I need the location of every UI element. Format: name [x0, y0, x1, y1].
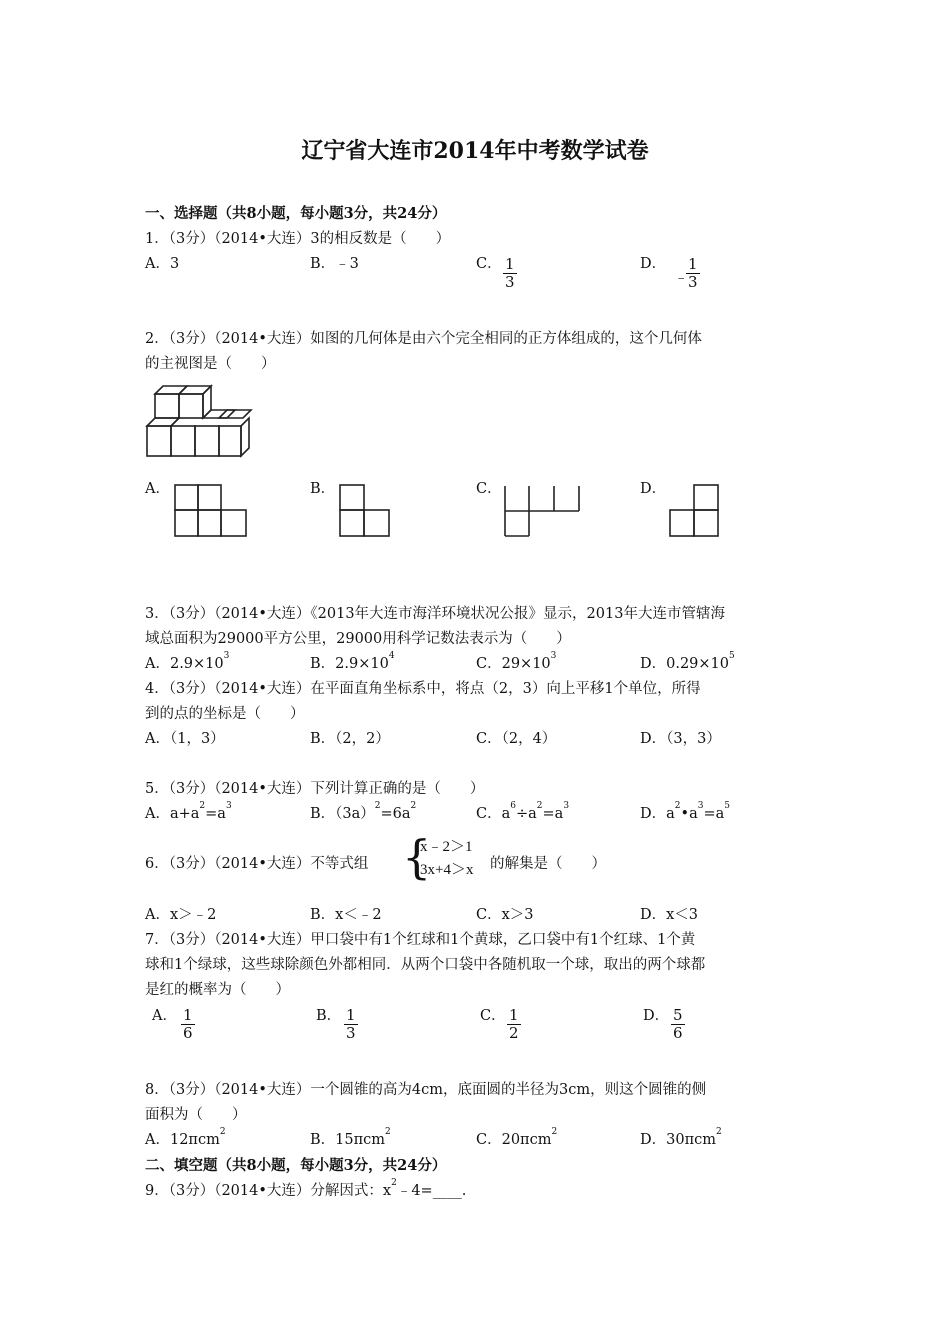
question-7-stem-line2: 球和1个绿球，这些球除颜色外都相同．从两个口袋中各随机取一个球，取出的两个球都 — [145, 957, 706, 973]
q8-option-d — [640, 1128, 722, 1149]
q1-option-d-fraction — [686, 256, 700, 291]
fraction-denominator: 3 — [505, 273, 515, 291]
question-3-stem-line2: 域总面积为29000平方公里，29000用科学记数法表示为（ ） — [145, 631, 571, 647]
question-1-stem: 1．（3分）（2014•大连）3的相反数是（ ） — [145, 231, 451, 247]
inequality-2: 3x+4＞x — [420, 862, 474, 878]
question-9-stem — [145, 1179, 466, 1200]
q4-option-a: A．（1，3） — [145, 731, 225, 747]
fraction-numerator: 1 — [183, 1006, 193, 1024]
q1-option-c-label: C． — [476, 256, 502, 272]
fraction-numerator: 5 — [673, 1006, 683, 1024]
inequality-1: x﹣2＞1 — [420, 839, 473, 855]
q7-option-d-label: D． — [643, 1008, 670, 1024]
q7-option-c-fraction — [507, 1007, 521, 1042]
fraction-denominator: 3 — [346, 1024, 356, 1042]
cube-solid-figure — [143, 380, 253, 464]
q6-option-b: B．x＜﹣2 — [310, 907, 382, 923]
question-3-stem-line1: 3．（3分）（2014•大连）《2013年大连市海洋环境状况公报》显示，2013年大连市管辖海 — [145, 606, 725, 622]
q5-option-d — [640, 802, 730, 823]
q2-option-d-label: D． — [640, 481, 667, 497]
exponent: 2 — [219, 1127, 226, 1137]
section-heading-choice: 一、选择题（共8小题，每小题3分，共24分） — [145, 205, 447, 222]
question-6-stem-suffix: 的解集是（ ） — [490, 856, 606, 872]
question-text-blank: ﹣4=____. — [396, 1183, 467, 1199]
q6-option-d: D．x＜3 — [640, 907, 699, 923]
exponent: 2 — [674, 801, 681, 811]
exponent: 2 — [410, 801, 417, 811]
option-text: A．12πcm — [145, 1132, 220, 1148]
q3-option-b — [310, 652, 395, 673]
q2-option-d-view — [669, 484, 721, 538]
q2-option-a-view — [174, 484, 248, 538]
q7-option-a-fraction — [181, 1007, 195, 1042]
exponent: 6 — [510, 801, 516, 811]
q1-option-c-fraction — [503, 256, 517, 291]
q7-option-d-fraction — [671, 1007, 685, 1042]
question-7-stem-line1: 7．（3分）（2014•大连）甲口袋中有1个红球和1个黄球，乙口袋中有1个红球、1个黄 — [145, 932, 696, 948]
option-text: B．2.9×10 — [310, 656, 389, 672]
exponent: 2 — [551, 1127, 558, 1137]
q7-option-a-label: A． — [152, 1008, 177, 1024]
question-8-stem-line2: 面积为（ ） — [145, 1107, 247, 1123]
exponent: 2 — [715, 1127, 722, 1137]
exponent: 2 — [391, 1178, 397, 1188]
page-title: 辽宁省大连市2014年中考数学试卷 — [301, 138, 649, 164]
q3-option-c — [476, 652, 556, 673]
q1-option-d-label: D． — [640, 256, 667, 272]
q2-option-a-label: A． — [145, 481, 170, 497]
option-text: D．30πcm — [640, 1132, 716, 1148]
q4-option-c: C．（2，4） — [476, 731, 557, 747]
exponent: 2 — [199, 801, 206, 811]
question-7-stem-line3: 是红的概率为（ ） — [145, 982, 290, 998]
option-text: B．（3a） — [310, 806, 375, 822]
exponent: 3 — [223, 651, 230, 661]
q1-option-a: A．3 — [145, 256, 180, 272]
q5-option-b — [310, 802, 416, 823]
q4-option-d: D．（3，3） — [640, 731, 721, 747]
q2-option-b-label: B． — [310, 481, 336, 497]
question-4-stem-line1: 4．（3分）（2014•大连）在平面直角坐标系中，将点（2，3）向上平移1个单位，所得 — [145, 681, 701, 697]
option-text: ÷a — [515, 806, 537, 822]
fraction-denominator: 3 — [688, 273, 698, 291]
exponent: 4 — [388, 651, 395, 661]
option-text: =a — [205, 806, 226, 822]
question-5-stem: 5．（3分）（2014•大连）下列计算正确的是（ ） — [145, 781, 485, 797]
q2-option-c-view — [503, 484, 583, 538]
question-6-stem-prefix: 6．（3分）（2014•大连）不等式组 — [145, 856, 369, 872]
q7-option-c-label: C． — [480, 1008, 506, 1024]
q7-option-b-fraction — [344, 1007, 358, 1042]
option-text: B．15πcm — [310, 1132, 386, 1148]
option-text: A．a+a — [145, 806, 200, 822]
q1-option-b: B．﹣3 — [310, 256, 359, 272]
option-text: A．2.9×10 — [145, 656, 224, 672]
q2-option-b-view — [339, 484, 391, 538]
option-text: C．29×10 — [476, 656, 551, 672]
q1-option-d-sign: ﹣ — [674, 270, 689, 286]
q8-option-c — [476, 1128, 557, 1149]
system-brace: { — [402, 830, 432, 884]
question-2-stem-line1: 2．（3分）（2014•大连）如图的几何体是由六个完全相同的正方体组成的，这个几何体 — [145, 331, 702, 347]
question-8-stem-line1: 8．（3分）（2014•大连）一个圆锥的高为4cm，底面圆的半径为3cm，则这个圆锥的侧 — [145, 1082, 707, 1098]
option-text: C．a — [476, 806, 511, 822]
q7-option-b-label: B． — [316, 1008, 342, 1024]
fraction-denominator: 6 — [183, 1024, 193, 1042]
q5-option-c — [476, 802, 569, 823]
option-text: =a — [703, 806, 725, 822]
q8-option-a — [145, 1128, 226, 1149]
q4-option-b: B．（2，2） — [310, 731, 390, 747]
fraction-denominator: 6 — [673, 1024, 683, 1042]
fraction-numerator: 1 — [509, 1006, 519, 1024]
section-heading-fill-in: 二、填空题（共8小题，每小题3分，共24分） — [145, 1157, 447, 1174]
exponent: 3 — [697, 801, 704, 811]
q3-option-d — [640, 652, 735, 673]
option-text: =a — [542, 806, 564, 822]
exponent: 5 — [729, 651, 735, 661]
q8-option-b — [310, 1128, 391, 1149]
q3-option-a — [145, 652, 229, 673]
option-text: =6a — [380, 806, 411, 822]
fraction-numerator: 1 — [346, 1006, 356, 1024]
q2-option-c-label: C． — [476, 481, 502, 497]
fraction-denominator: 2 — [509, 1024, 519, 1042]
question-4-stem-line2: 到的点的坐标是（ ） — [145, 706, 305, 722]
option-text: •a — [680, 806, 698, 822]
exponent: 3 — [563, 801, 570, 811]
question-2-stem-line2: 的主视图是（ ） — [145, 356, 276, 372]
q6-option-c: C．x＞3 — [476, 907, 534, 923]
option-text: D．0.29×10 — [640, 656, 730, 672]
exponent: 3 — [550, 651, 557, 661]
exponent: 3 — [225, 801, 232, 811]
exponent: 2 — [536, 801, 543, 811]
q5-option-a — [145, 802, 232, 823]
inequality-system — [420, 836, 473, 882]
q6-option-a: A．x＞﹣2 — [145, 907, 217, 923]
fraction-numerator: 1 — [505, 255, 515, 273]
option-text: D．a — [640, 806, 675, 822]
exponent: 2 — [374, 801, 381, 811]
question-text: 9．（3分）（2014•大连）分解因式：x — [145, 1183, 392, 1199]
fraction-numerator: 1 — [688, 255, 698, 273]
exponent: 5 — [724, 801, 730, 811]
exponent: 2 — [385, 1127, 391, 1137]
option-text: C．20πcm — [476, 1132, 552, 1148]
